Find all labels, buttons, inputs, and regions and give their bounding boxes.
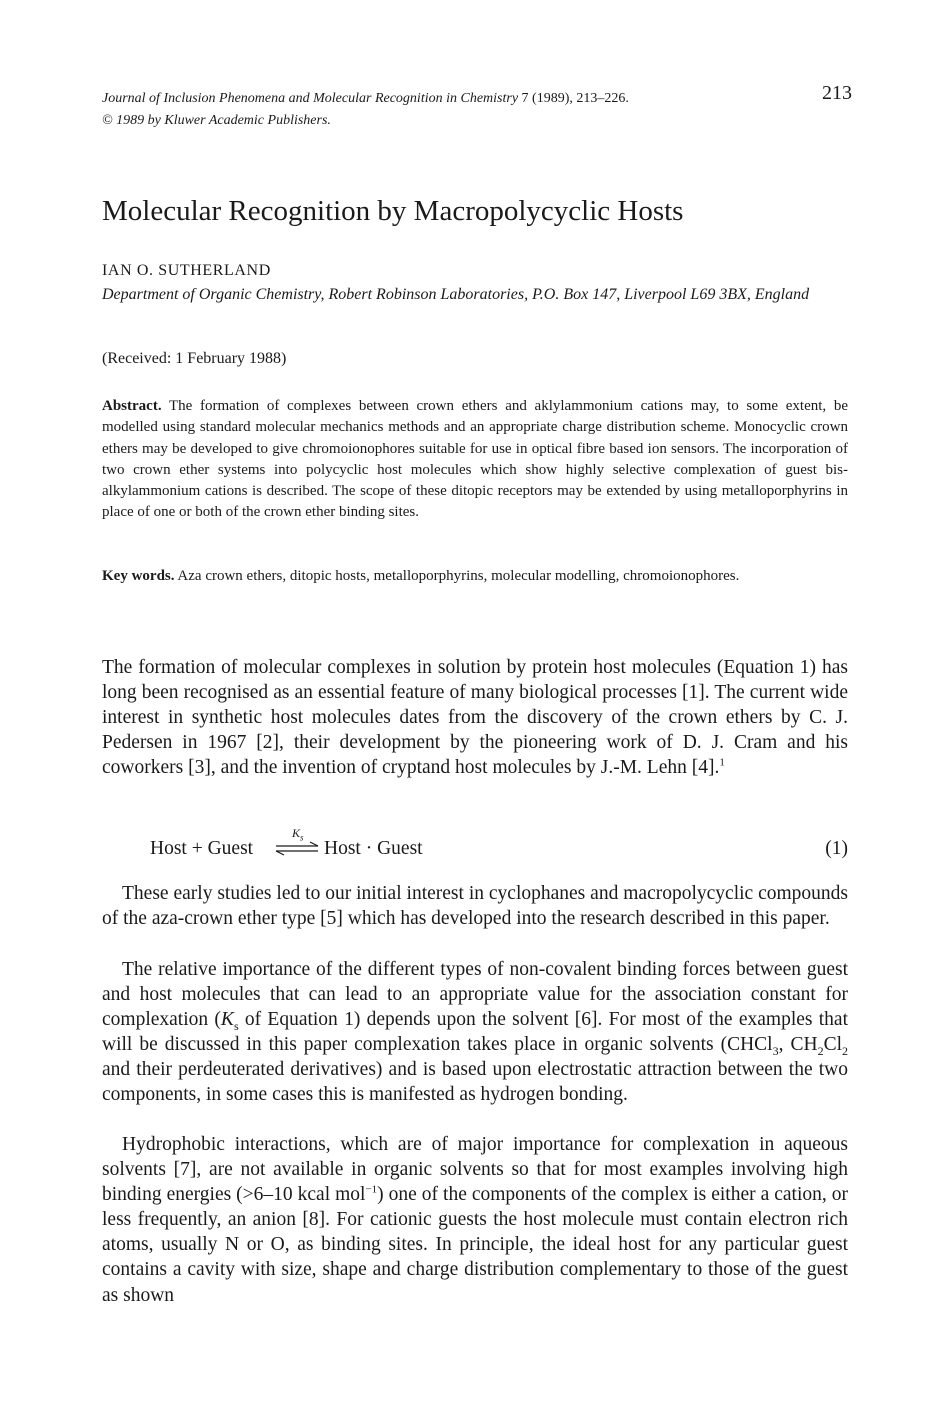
received-date: (Received: 1 February 1988) bbox=[102, 350, 287, 367]
author-name: IAN O. SUTHERLAND bbox=[102, 262, 271, 279]
abstract-text: The formation of complexes between crown ethers and aklylammonium cations may, to some extent, be modelled using standard molecular mechanics methods and an appropriate charge distribution scheme. Monocyclic crown ethers may be developed to give chromoionophores suitable for use in optical fibre based ion sensors. The incorporation of two crown ether systems into polycyclic host molecules which show highly selective complexation of guest bis-alkylammonium cations is described. The scope of these ditopic receptors may be extended by using metalloporphyrins in place of one or both of the crown ether binding sites. bbox=[102, 398, 848, 521]
page-number: 213 bbox=[822, 82, 852, 104]
journal-name: Journal of Inclusion Phenomena and Molecular Recognition in Chemistry bbox=[102, 91, 519, 106]
paragraph-text: The formation of molecular complexes in solution by protein host molecules (Equation 1) has long been recognised as an essential feature of many biological processes [1]. The current wide interest in synthetic host molecules dates from the discovery of the crown ethers by C. J. Pedersen in 1967 [2], their development by the pioneering work of D. J. Cram and his coworkers [3], and the invention of cryptand host molecules by J.-M. Lehn [4]. bbox=[102, 657, 848, 779]
abstract bbox=[102, 396, 848, 524]
abstract-label: Abstract. bbox=[102, 398, 162, 414]
equation-number: (1) bbox=[825, 838, 848, 859]
body-paragraph-4: Hydrophobic interactions, which are of major importance for complexation in aqueous solvents [7], are not available in organic solvents so that for most examples involving high binding energies (>6–10 kcal mol$^{-1}$) one of the components of the complex is either a cation, or less frequently, an anion [8]. For cationic guests the host molecule must contain electron rich atoms, usually N or O, as binding sites. In principle, the ideal host for any particular guest contains a cavity with size, shape and charge distribution complementary to those of the guest as shown bbox=[102, 1134, 848, 1306]
body-paragraph-1 bbox=[102, 655, 848, 780]
copyright-line: © 1989 by Kluwer Academic Publishers. bbox=[102, 113, 331, 128]
footnote-marker: 1 bbox=[719, 756, 725, 769]
equation-right: Host · Guest bbox=[324, 838, 423, 859]
equation-1 bbox=[150, 826, 848, 866]
author-affiliation: Department of Organic Chemistry, Robert Robinson Laboratories, P.O. Box 147, Liverpool L69 3BX, England bbox=[102, 286, 810, 303]
keywords-text: Aza crown ethers, ditopic hosts, metalloporphyrins, molecular modelling, chromoionophores. bbox=[174, 568, 740, 584]
article-title: Molecular Recognition by Macropolycyclic Hosts bbox=[102, 195, 684, 227]
keywords-label: Key words. bbox=[102, 568, 175, 584]
body-paragraph-2: These early studies led to our initial interest in cyclophanes and macropolycyclic compounds of the aza-crown ether type [5] which has developed into the research described in this paper. bbox=[102, 883, 848, 930]
equilibrium-arrows-icon bbox=[274, 840, 320, 858]
journal-citation bbox=[102, 88, 722, 132]
body-paragraph-3: The relative importance of the different types of non-covalent binding forces between guest and host molecules that can lead to an appropriate value for the association constant for complexation ($K_s$ of Equation 1) depends upon the solvent [6]. For most of the examples that will be discussed in this paper complexation takes place in organic solvents (CHCl$_3$, $CH_2Cl_2$ and their perdeuterated derivatives) and is based upon electrostatic attraction between the two components, in some cases this is manifested as hydrogen bonding. bbox=[102, 959, 848, 1106]
journal-volume-pages: 7 (1989), 213–226. bbox=[518, 91, 629, 106]
equation-constant: $K_s$ bbox=[292, 826, 304, 843]
equation-left: Host + Guest bbox=[150, 838, 254, 859]
keywords bbox=[102, 566, 848, 587]
